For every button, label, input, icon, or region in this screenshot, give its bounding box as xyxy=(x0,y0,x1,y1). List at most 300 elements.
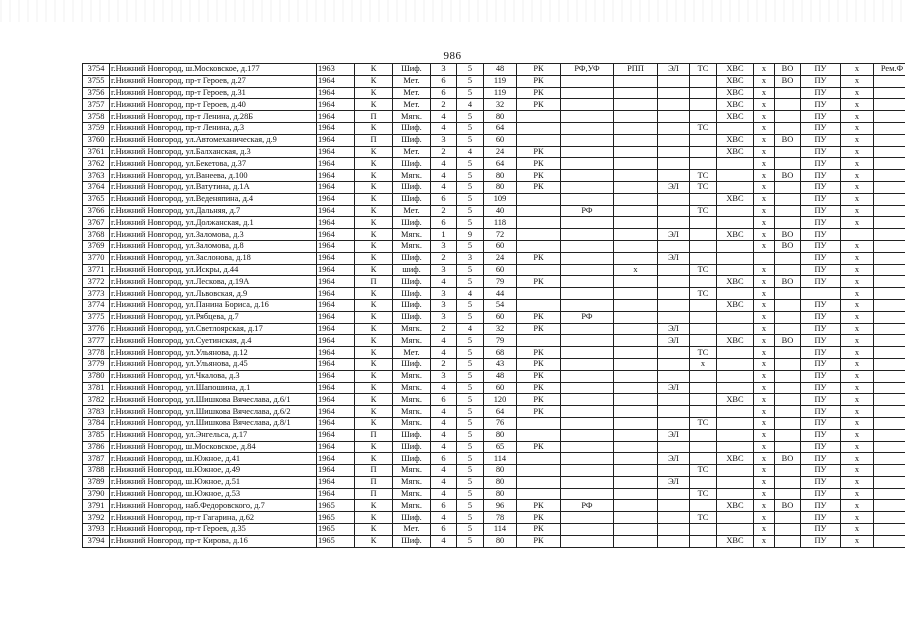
cell-rk xyxy=(517,134,561,146)
cell-x2: х xyxy=(841,99,874,111)
cell-rk xyxy=(517,288,561,300)
roof-type: Шиф. xyxy=(393,441,431,453)
cell-hvs: ХВС xyxy=(717,335,754,347)
entrances: 3 xyxy=(431,134,457,146)
cell-ts: х xyxy=(690,358,717,370)
record-number: 3767 xyxy=(83,217,110,229)
cell-pu xyxy=(801,288,841,300)
year-built: 1964 xyxy=(317,146,355,158)
wall-material: К xyxy=(355,512,393,524)
cell-x1 xyxy=(754,252,775,264)
cell-rem-f xyxy=(874,264,905,276)
cell-rpp xyxy=(614,193,658,205)
record-number: 3771 xyxy=(83,264,110,276)
cell-el xyxy=(658,240,690,252)
apartments: 72 xyxy=(484,229,517,241)
roof-type: Мягк. xyxy=(393,406,431,418)
cell-hvs xyxy=(717,358,754,370)
cell-vo xyxy=(775,535,801,547)
cell-vo xyxy=(775,347,801,359)
year-built: 1964 xyxy=(317,252,355,264)
cell-rk: РК xyxy=(517,311,561,323)
cell-rpp xyxy=(614,417,658,429)
record-number: 3754 xyxy=(83,64,110,76)
cell-rk: РК xyxy=(517,500,561,512)
cell-vo xyxy=(775,288,801,300)
cell-rpp xyxy=(614,217,658,229)
wall-material: К xyxy=(355,394,393,406)
entrances: 6 xyxy=(431,87,457,99)
cell-x2: х xyxy=(841,358,874,370)
floors: 5 xyxy=(457,429,484,441)
cell-pu: ПУ xyxy=(801,453,841,465)
cell-ts xyxy=(690,75,717,87)
wall-material: К xyxy=(355,158,393,170)
cell-x1: х xyxy=(754,535,775,547)
cell-x2: х xyxy=(841,441,874,453)
table-row xyxy=(83,240,905,252)
cell-rf-uf xyxy=(561,264,614,276)
year-built: 1964 xyxy=(317,276,355,288)
table-row xyxy=(83,229,905,241)
cell-rem-f xyxy=(874,465,905,477)
cell-rem-f xyxy=(874,476,905,488)
cell-rpp xyxy=(614,488,658,500)
apartments: 80 xyxy=(484,429,517,441)
cell-el xyxy=(658,394,690,406)
floors: 5 xyxy=(457,347,484,359)
cell-x2: х xyxy=(841,347,874,359)
wall-material: К xyxy=(355,181,393,193)
table-row xyxy=(83,122,905,134)
address: г.Нижний Новгород, ул.Балханская, д.3 xyxy=(110,146,317,158)
cell-pu: ПУ xyxy=(801,524,841,536)
cell-ts xyxy=(690,535,717,547)
address: г.Нижний Новгород, наб.Федоровского, д.7 xyxy=(110,500,317,512)
record-number: 3784 xyxy=(83,417,110,429)
year-built: 1964 xyxy=(317,170,355,182)
address: г.Нижний Новгород, ул.Должанская, д.1 xyxy=(110,217,317,229)
cell-pu: ПУ xyxy=(801,429,841,441)
roof-type: Мягк. xyxy=(393,476,431,488)
year-built: 1964 xyxy=(317,264,355,276)
cell-rf-uf xyxy=(561,406,614,418)
floors: 5 xyxy=(457,476,484,488)
cell-rem-f xyxy=(874,488,905,500)
year-built: 1964 xyxy=(317,240,355,252)
cell-pu: ПУ xyxy=(801,87,841,99)
entrances: 6 xyxy=(431,500,457,512)
apartments: 114 xyxy=(484,453,517,465)
year-built: 1964 xyxy=(317,205,355,217)
cell-ts xyxy=(690,311,717,323)
cell-ts xyxy=(690,441,717,453)
cell-pu: ПУ xyxy=(801,311,841,323)
apartments: 32 xyxy=(484,99,517,111)
wall-material: К xyxy=(355,205,393,217)
cell-el xyxy=(658,358,690,370)
cell-x1: х xyxy=(754,476,775,488)
cell-el xyxy=(658,370,690,382)
cell-rf-uf xyxy=(561,99,614,111)
year-built: 1964 xyxy=(317,158,355,170)
cell-rpp xyxy=(614,535,658,547)
cell-x2: х xyxy=(841,500,874,512)
cell-pu: ПУ xyxy=(801,465,841,477)
cell-rk: РК xyxy=(517,358,561,370)
entrances: 4 xyxy=(431,476,457,488)
cell-rk xyxy=(517,193,561,205)
roof-type: Мет. xyxy=(393,146,431,158)
cell-rk: РК xyxy=(517,382,561,394)
roof-type: Шиф. xyxy=(393,122,431,134)
cell-ts: ТС xyxy=(690,64,717,76)
year-built: 1964 xyxy=(317,406,355,418)
cell-rpp xyxy=(614,347,658,359)
cell-rem-f xyxy=(874,335,905,347)
entrances: 6 xyxy=(431,524,457,536)
floors: 5 xyxy=(457,264,484,276)
address: г.Нижний Новгород, ул.Заломова, д.3 xyxy=(110,229,317,241)
cell-pu: ПУ xyxy=(801,111,841,123)
entrances: 4 xyxy=(431,347,457,359)
cell-vo xyxy=(775,264,801,276)
cell-rf-uf xyxy=(561,382,614,394)
cell-pu: ПУ xyxy=(801,394,841,406)
cell-x2: х xyxy=(841,382,874,394)
wall-material: К xyxy=(355,122,393,134)
table-row xyxy=(83,87,905,99)
address: г.Нижний Новгород, ул.Шишкова Вячеслава, д.6/1 xyxy=(110,394,317,406)
cell-vo xyxy=(775,193,801,205)
cell-x2: х xyxy=(841,488,874,500)
address: г.Нижний Новгород, ул.Лескова, д.19А xyxy=(110,276,317,288)
table-row xyxy=(83,64,905,76)
year-built: 1965 xyxy=(317,535,355,547)
cell-pu: ПУ xyxy=(801,276,841,288)
cell-rem-f xyxy=(874,429,905,441)
record-number: 3774 xyxy=(83,299,110,311)
cell-pu: ПУ xyxy=(801,181,841,193)
cell-x1: х xyxy=(754,288,775,300)
floors: 4 xyxy=(457,146,484,158)
wall-material: К xyxy=(355,535,393,547)
cell-ts xyxy=(690,146,717,158)
cell-rem-f xyxy=(874,453,905,465)
apartments: 54 xyxy=(484,299,517,311)
wall-material: П xyxy=(355,488,393,500)
cell-ts xyxy=(690,99,717,111)
roof-type: Мягк. xyxy=(393,170,431,182)
table-row xyxy=(83,170,905,182)
cell-rem-f xyxy=(874,441,905,453)
address: г.Нижний Новгород, ул.Чкалова, д.3 xyxy=(110,370,317,382)
cell-rpp xyxy=(614,429,658,441)
cell-ts xyxy=(690,276,717,288)
cell-vo xyxy=(775,406,801,418)
address: г.Нижний Новгород, пр-т Героев, д.35 xyxy=(110,524,317,536)
cell-rem-f xyxy=(874,311,905,323)
apartments: 48 xyxy=(484,370,517,382)
record-number: 3761 xyxy=(83,146,110,158)
cell-x2: х xyxy=(841,299,874,311)
cell-rk: РК xyxy=(517,512,561,524)
apartments: 76 xyxy=(484,417,517,429)
cell-x1: х xyxy=(754,264,775,276)
entrances: 6 xyxy=(431,453,457,465)
cell-el xyxy=(658,417,690,429)
address: г.Нижний Новгород, пр-т Ленина, д.3 xyxy=(110,122,317,134)
cell-hvs xyxy=(717,370,754,382)
cell-el: ЭЛ xyxy=(658,382,690,394)
cell-rem-f xyxy=(874,240,905,252)
cell-rem-f xyxy=(874,252,905,264)
apartments: 60 xyxy=(484,134,517,146)
year-built: 1964 xyxy=(317,311,355,323)
cell-ts: ТС xyxy=(690,205,717,217)
entrances: 1 xyxy=(431,229,457,241)
cell-el xyxy=(658,205,690,217)
record-number: 3789 xyxy=(83,476,110,488)
cell-rpp xyxy=(614,122,658,134)
wall-material: К xyxy=(355,382,393,394)
cell-ts xyxy=(690,335,717,347)
table-row xyxy=(83,276,905,288)
address: г.Нижний Новгород, ш.Московское, д.84 xyxy=(110,441,317,453)
entrances: 2 xyxy=(431,99,457,111)
cell-rf-uf: РФ,УФ xyxy=(561,64,614,76)
cell-pu: ПУ xyxy=(801,370,841,382)
year-built: 1964 xyxy=(317,453,355,465)
year-built: 1964 xyxy=(317,465,355,477)
cell-hvs xyxy=(717,288,754,300)
cell-hvs xyxy=(717,252,754,264)
cell-x1: х xyxy=(754,441,775,453)
cell-rpp xyxy=(614,323,658,335)
cell-rf-uf: РФ xyxy=(561,500,614,512)
cell-rk: РК xyxy=(517,370,561,382)
cell-el xyxy=(658,217,690,229)
cell-rem-f xyxy=(874,134,905,146)
cell-rem-f xyxy=(874,299,905,311)
cell-rf-uf xyxy=(561,370,614,382)
cell-hvs: ХВС xyxy=(717,500,754,512)
cell-rf-uf xyxy=(561,181,614,193)
cell-x2: х xyxy=(841,276,874,288)
address: г.Нижний Новгород, ш.Московское, д.177 xyxy=(110,64,317,76)
cell-x2: х xyxy=(841,535,874,547)
cell-el: ЭЛ xyxy=(658,64,690,76)
cell-rk: РК xyxy=(517,158,561,170)
cell-el xyxy=(658,288,690,300)
record-number: 3759 xyxy=(83,122,110,134)
cell-el: ЭЛ xyxy=(658,252,690,264)
cell-hvs xyxy=(717,311,754,323)
floors: 5 xyxy=(457,276,484,288)
record-number: 3790 xyxy=(83,488,110,500)
year-built: 1964 xyxy=(317,335,355,347)
cell-x1: х xyxy=(754,193,775,205)
cell-vo xyxy=(775,488,801,500)
cell-rf-uf xyxy=(561,347,614,359)
apartments: 65 xyxy=(484,441,517,453)
cell-pu: ПУ xyxy=(801,158,841,170)
roof-type: Мет. xyxy=(393,87,431,99)
cell-el xyxy=(658,535,690,547)
apartments: 64 xyxy=(484,122,517,134)
wall-material: К xyxy=(355,311,393,323)
cell-hvs xyxy=(717,382,754,394)
wall-material: К xyxy=(355,299,393,311)
cell-hvs xyxy=(717,429,754,441)
cell-rem-f xyxy=(874,524,905,536)
cell-rk: РК xyxy=(517,524,561,536)
entrances: 4 xyxy=(431,170,457,182)
cell-ts xyxy=(690,476,717,488)
wall-material: К xyxy=(355,264,393,276)
cell-hvs: ХВС xyxy=(717,99,754,111)
cell-rpp xyxy=(614,406,658,418)
cell-hvs: ХВС xyxy=(717,299,754,311)
cell-rpp: РПП xyxy=(614,64,658,76)
cell-hvs: ХВС xyxy=(717,75,754,87)
year-built: 1965 xyxy=(317,500,355,512)
cell-pu: ПУ xyxy=(801,193,841,205)
cell-el xyxy=(658,99,690,111)
cell-rpp xyxy=(614,75,658,87)
wall-material: К xyxy=(355,441,393,453)
roof-type: Мет. xyxy=(393,99,431,111)
cell-rf-uf xyxy=(561,429,614,441)
cell-hvs: ХВС xyxy=(717,146,754,158)
cell-rem-f xyxy=(874,122,905,134)
apartments: 79 xyxy=(484,276,517,288)
wall-material: К xyxy=(355,99,393,111)
table-row xyxy=(83,299,905,311)
cell-x2: х xyxy=(841,158,874,170)
entrances: 4 xyxy=(431,122,457,134)
roof-type: Мягк. xyxy=(393,111,431,123)
cell-ts: ТС xyxy=(690,465,717,477)
table-row xyxy=(83,488,905,500)
cell-rk: РК xyxy=(517,441,561,453)
roof-type: Шиф. xyxy=(393,358,431,370)
entrances: 4 xyxy=(431,158,457,170)
cell-rem-f xyxy=(874,229,905,241)
table-row xyxy=(83,441,905,453)
cell-x2: х xyxy=(841,465,874,477)
cell-rpp xyxy=(614,252,658,264)
cell-vo: ВО xyxy=(775,500,801,512)
floors: 5 xyxy=(457,512,484,524)
floors: 5 xyxy=(457,358,484,370)
cell-ts xyxy=(690,323,717,335)
floors: 5 xyxy=(457,193,484,205)
cell-x2: х xyxy=(841,170,874,182)
year-built: 1964 xyxy=(317,217,355,229)
cell-x2: х xyxy=(841,311,874,323)
apartments: 120 xyxy=(484,394,517,406)
cell-ts: ТС xyxy=(690,347,717,359)
cell-x1: х xyxy=(754,299,775,311)
cell-vo xyxy=(775,299,801,311)
record-number: 3755 xyxy=(83,75,110,87)
cell-x2: х xyxy=(841,122,874,134)
cell-rk: РК xyxy=(517,535,561,547)
entrances: 2 xyxy=(431,323,457,335)
cell-pu: ПУ xyxy=(801,252,841,264)
cell-pu: ПУ xyxy=(801,122,841,134)
cell-ts xyxy=(690,252,717,264)
page-number: 986 xyxy=(443,50,462,62)
wall-material: П xyxy=(355,429,393,441)
cell-hvs xyxy=(717,488,754,500)
floors: 5 xyxy=(457,406,484,418)
cell-rf-uf: РФ xyxy=(561,205,614,217)
record-number: 3786 xyxy=(83,441,110,453)
record-number: 3766 xyxy=(83,205,110,217)
cell-x1: х xyxy=(754,111,775,123)
cell-x2: х xyxy=(841,264,874,276)
cell-rk: РК xyxy=(517,99,561,111)
cell-rpp xyxy=(614,524,658,536)
cell-rf-uf xyxy=(561,288,614,300)
cell-rk xyxy=(517,217,561,229)
cell-rpp xyxy=(614,288,658,300)
cell-rem-f xyxy=(874,394,905,406)
cell-rpp xyxy=(614,370,658,382)
entrances: 3 xyxy=(431,311,457,323)
roof-type: Мягк. xyxy=(393,229,431,241)
cell-x1: х xyxy=(754,87,775,99)
record-number: 3781 xyxy=(83,382,110,394)
cell-rk xyxy=(517,453,561,465)
cell-rpp xyxy=(614,276,658,288)
cell-rf-uf xyxy=(561,535,614,547)
wall-material: К xyxy=(355,193,393,205)
cell-vo: ВО xyxy=(775,134,801,146)
cell-rk: РК xyxy=(517,347,561,359)
entrances: 4 xyxy=(431,488,457,500)
cell-pu: ПУ xyxy=(801,264,841,276)
cell-rpp xyxy=(614,229,658,241)
entrances: 6 xyxy=(431,217,457,229)
cell-vo xyxy=(775,252,801,264)
cell-rf-uf xyxy=(561,229,614,241)
entrances: 4 xyxy=(431,335,457,347)
cell-x2: х xyxy=(841,252,874,264)
record-number: 3762 xyxy=(83,158,110,170)
table-row xyxy=(83,134,905,146)
record-number: 3758 xyxy=(83,111,110,123)
entrances: 2 xyxy=(431,146,457,158)
floors: 5 xyxy=(457,134,484,146)
cell-rpp xyxy=(614,240,658,252)
record-number: 3775 xyxy=(83,311,110,323)
cell-x2: х xyxy=(841,323,874,335)
roof-type: Мягк. xyxy=(393,370,431,382)
cell-rk: РК xyxy=(517,252,561,264)
floors: 5 xyxy=(457,311,484,323)
cell-el: ЭЛ xyxy=(658,323,690,335)
roof-type: Шиф. xyxy=(393,193,431,205)
cell-x1: х xyxy=(754,134,775,146)
address: г.Нижний Новгород, ул.Шишкова Вячеслава, д.6/2 xyxy=(110,406,317,418)
cell-vo xyxy=(775,382,801,394)
roof-type: Мет. xyxy=(393,75,431,87)
entrances: 4 xyxy=(431,276,457,288)
cell-el xyxy=(658,276,690,288)
